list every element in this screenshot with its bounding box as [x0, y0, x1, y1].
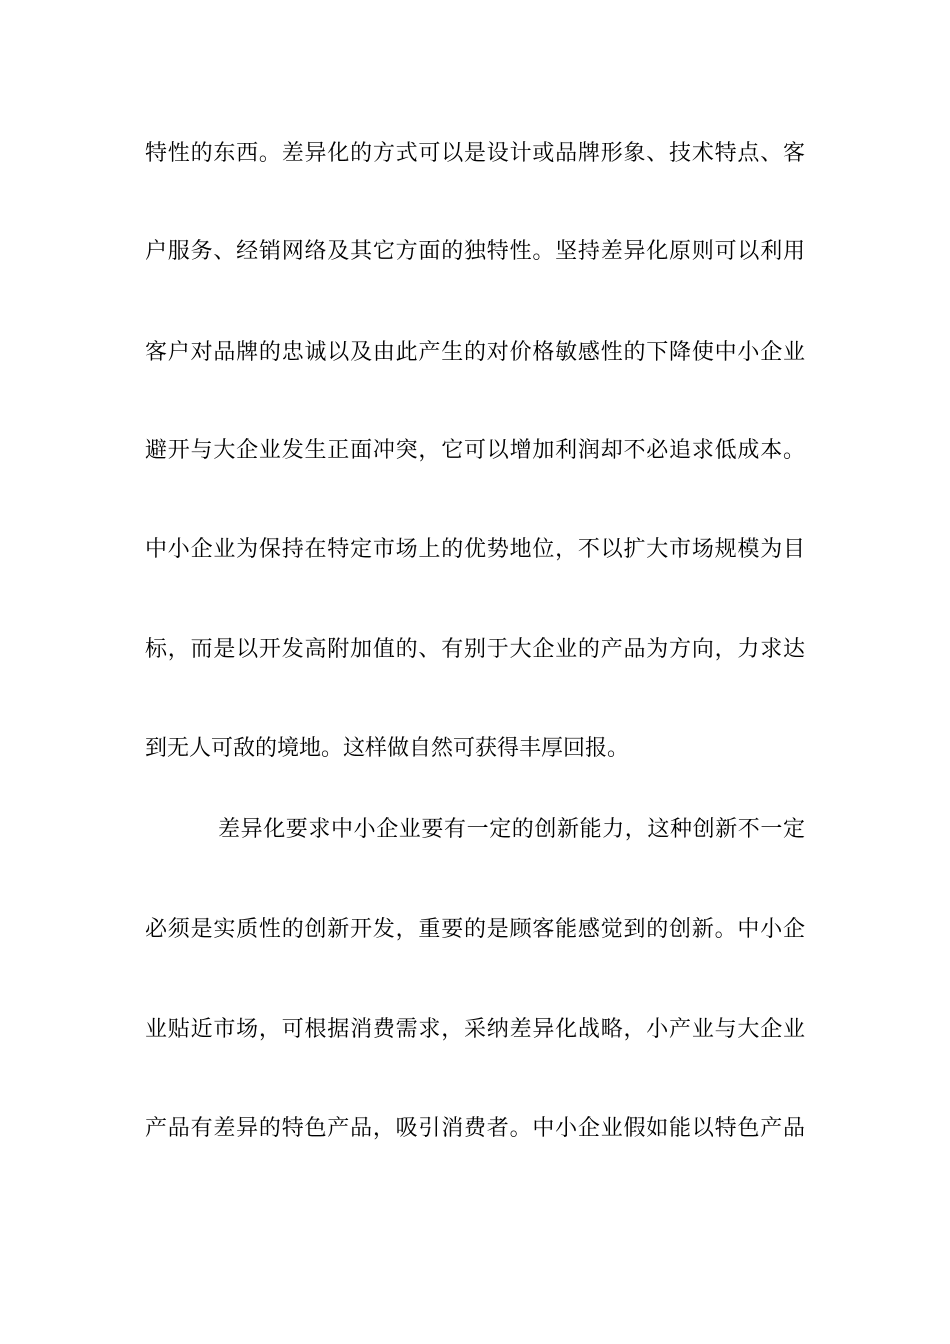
- text-line-3: 客户对品牌的忠诚以及由此产生的对价格敏感性的下降使中小企业: [145, 340, 805, 365]
- text-line-9: 必须是实质性的创新开发，重要的是顾客能感觉到的创新。中小企: [145, 917, 805, 942]
- text-line-5: 中小企业为保持在特定市场上的优势地位，不以扩大市场规模为目: [145, 537, 805, 562]
- text-line-6: 标，而是以开发高附加值的、有别于大企业的产品为方向，力求达: [145, 637, 805, 662]
- text-line-4: 避开与大企业发生正面冲突，它可以增加利润却不必追求低成本。: [145, 438, 805, 463]
- text-line-7: 到无人可敌的境地。这样做自然可获得丰厚回报。: [145, 736, 630, 761]
- text-line-11: 产品有差异的特色产品，吸引消费者。中小企业假如能以特色产品: [145, 1116, 805, 1141]
- text-line-1: 特性的东西。差异化的方式可以是设计或品牌形象、技术特点、客: [145, 141, 805, 166]
- text-line-8: 差异化要求中小企业要有一定的创新能力，这种创新不一定: [218, 817, 805, 842]
- text-line-2: 户服务、经销网络及其它方面的独特性。坚持差异化原则可以利用: [145, 239, 805, 264]
- text-line-10: 业贴近市场，可根据消费需求，采纳差异化战略，小产业与大企业: [145, 1017, 805, 1042]
